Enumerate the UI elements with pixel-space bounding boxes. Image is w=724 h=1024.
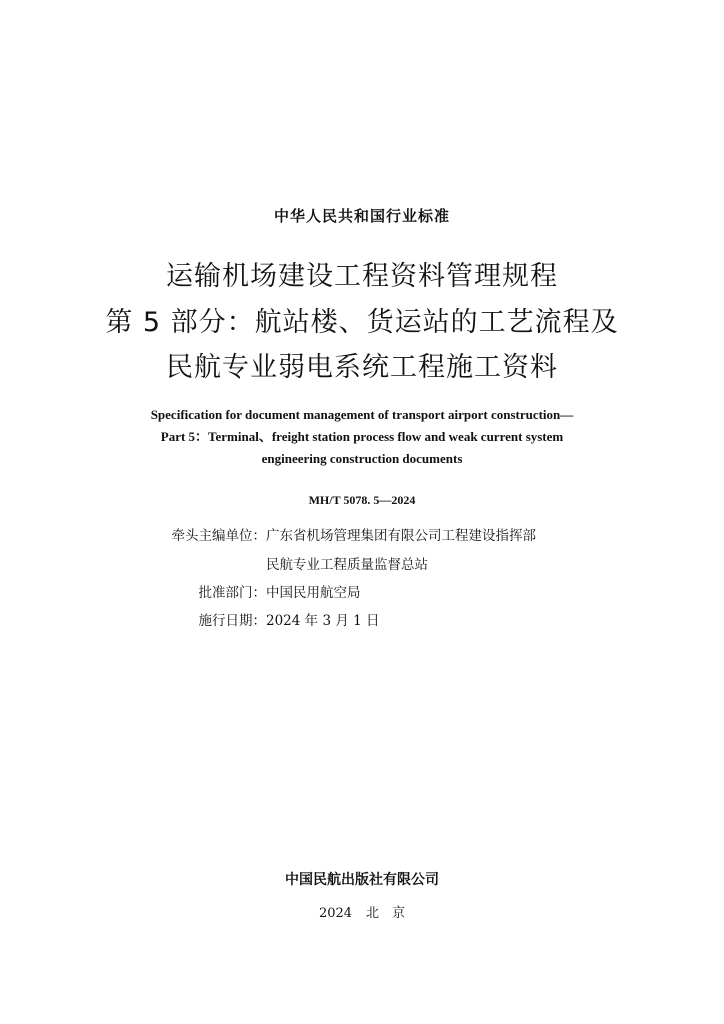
lead-editor-value-2: 民航专业工程质量监督总站 [266,557,428,573]
effective-date-label: 施行日期： [198,613,266,629]
approval-label: 批准部门： [198,585,266,601]
title-en-line-3: engineering construction documents [261,451,463,466]
lead-editor-row [164,527,536,545]
lead-editor-value-1: 广东省机场管理集团有限公司工程建设指挥部 [266,528,536,544]
publication-city: 北 京 [366,906,406,921]
title-zh-line-1: 运输机场建设工程资料管理规程 [166,261,558,292]
lead-editor-row-2 [266,556,428,574]
publication-year: 2024 [318,906,353,921]
effective-date-row [164,612,380,630]
effective-date-value: 2024 年 3 月 1 日 [266,613,380,629]
title-en-line-1: Specification for document management of transport airport construction— [150,407,574,422]
approval-row [164,584,361,602]
standard-code: MH/T 5078. 5—2024 [308,493,416,507]
publication-line [0,902,724,921]
title-zh-line-3: 民航专业弱电系统工程施工资料 [166,352,558,383]
title-zh-line-2: 第 5 部分：航站楼、货运站的工艺流程及 [105,307,619,338]
lead-editor-label: 牵头主编单位： [171,528,266,544]
publisher: 中国民航出版社有限公司 [285,872,439,888]
approval-value: 中国民用航空局 [266,585,361,601]
standard-category: 中华人民共和国行业标准 [273,207,450,225]
title-en-line-2: Part 5：Terminal、freight station process flow and weak current system [160,429,564,444]
